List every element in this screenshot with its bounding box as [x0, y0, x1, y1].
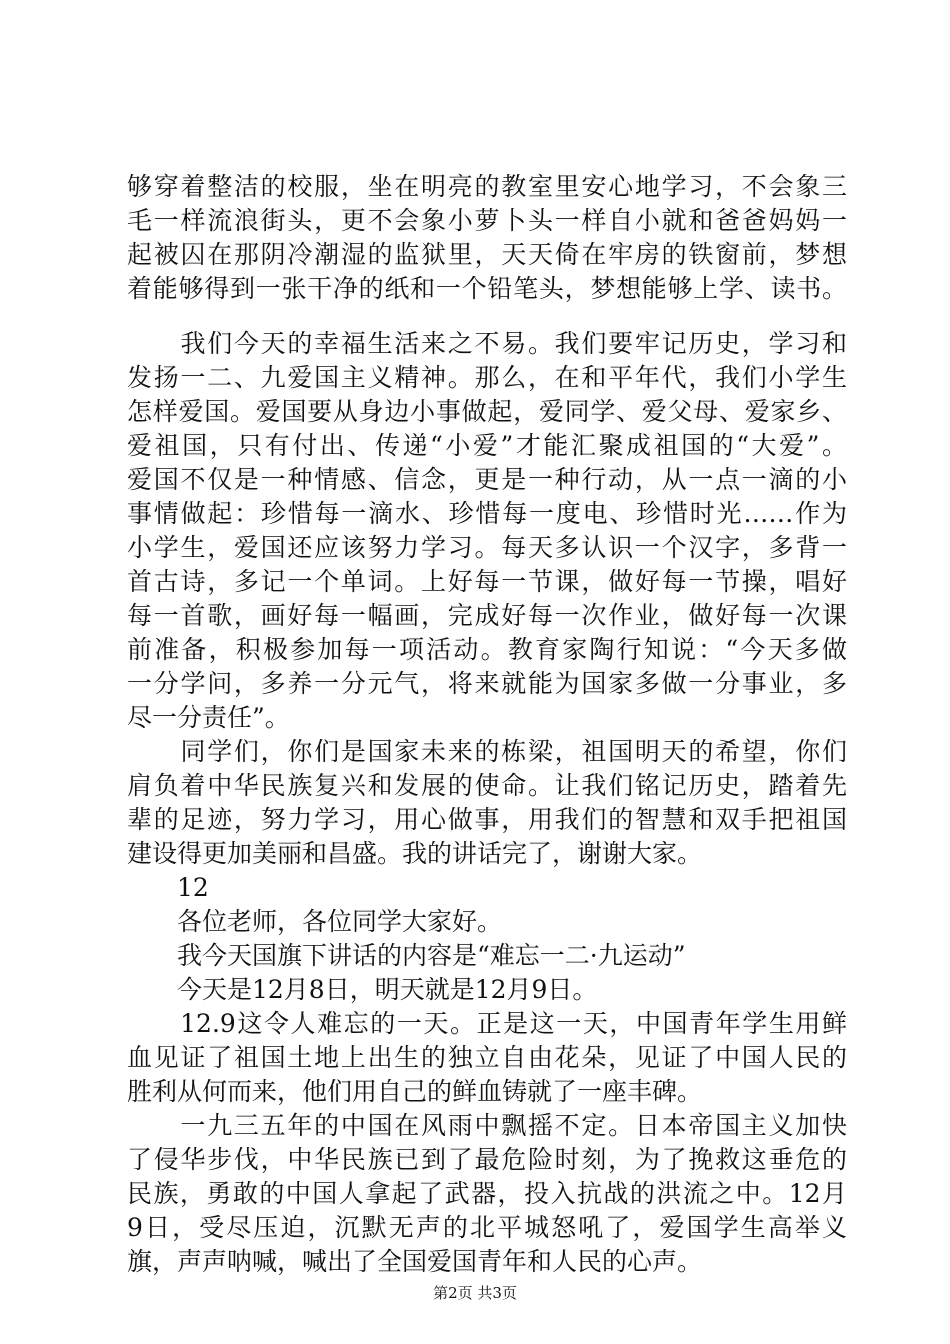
- text-line: 各位老师，各位同学大家好。: [127, 907, 503, 936]
- text-line: 事情做起：珍惜每一滴水、珍惜每一度电、珍惜时光……作为: [127, 499, 847, 528]
- text-line: 每一首歌，画好每一幅画，完成好每一次作业，做好每一次课: [127, 601, 847, 630]
- text-line: 我们今天的幸福生活来之不易。我们要牢记历史，学习和: [127, 329, 847, 358]
- text-line: 够穿着整洁的校服，坐在明亮的教室里安心地学习，不会象三: [127, 172, 847, 201]
- text-line: 旗，声声呐喊，喊出了全国爱国青年和人民的心声。: [127, 1247, 703, 1276]
- text-line: 9日，受尽压迫，沉默无声的北平城怒吼了，爱国学生高举义: [127, 1213, 847, 1242]
- text-line: 怎样爱国。爱国要从身边小事做起，爱同学、爱父母、爱家乡、: [127, 397, 847, 426]
- text-line: 同学们，你们是国家未来的栋梁，祖国明天的希望，你们: [127, 737, 847, 766]
- text-line: 尽一分责任”。: [127, 703, 290, 732]
- text-line: 辈的足迹，努力学习，用心做事，用我们的智慧和双手把祖国: [127, 805, 847, 834]
- text-line: 爱祖国，只有付出、传递“小爱”才能汇聚成祖国的“大爱”。: [127, 431, 847, 460]
- text-line: 了侵华步伐，中华民族已到了最危险时刻，为了挽救这垂危的: [127, 1145, 847, 1174]
- text-line: 前准备，积极参加每一项活动。教育家陶行知说：“今天多做: [127, 635, 847, 664]
- text-line: 12.9这令人难忘的一天。正是这一天，中国青年学生用鲜: [127, 1009, 847, 1038]
- text-line: 肩负着中华民族复兴和发展的使命。让我们铭记历史，踏着先: [127, 771, 847, 800]
- text-line: 爱国不仅是一种情感、信念，更是一种行动，从一点一滴的小: [127, 465, 847, 494]
- page-footer: 第2页 共3页: [433, 1284, 517, 1302]
- text-line: 起被囚在那阴冷潮湿的监狱里，天天倚在牢房的铁窗前，梦想: [127, 240, 847, 269]
- text-line: 发扬一二、九爱国主义精神。那么，在和平年代，我们小学生: [127, 363, 847, 392]
- text-line: 胜利从何而来，他们用自己的鲜血铸就了一座丰碑。: [127, 1077, 703, 1106]
- text-line: 着能够得到一张干净的纸和一个铅笔头，梦想能够上学、读书。: [127, 274, 847, 303]
- text-line: 民族，勇敢的中国人拿起了武器，投入抗战的洪流之中。12月: [127, 1179, 847, 1208]
- text-line: 血见证了祖国土地上出生的独立自由花朵，见证了中国人民的: [127, 1043, 847, 1072]
- text-line: 今天是12月8日，明天就是12月9日。: [127, 975, 598, 1004]
- text-line: 我今天国旗下讲话的内容是“难忘一二·九运动”: [127, 941, 686, 970]
- text-line: 一九三五年的中国在风雨中飘摇不定。日本帝国主义加快: [127, 1111, 847, 1140]
- text-line: 毛一样流浪街头，更不会象小萝卜头一样自小就和爸爸妈妈一: [127, 206, 847, 235]
- text-line: 12: [127, 873, 209, 902]
- text-line: 一分学问，多养一分元气，将来就能为国家多做一分事业，多: [127, 669, 847, 698]
- text-line: 建设得更加美丽和昌盛。我的讲话完了，谢谢大家。: [127, 839, 703, 868]
- text-line: 小学生，爱国还应该努力学习。每天多认识一个汉字，多背一: [127, 533, 847, 562]
- text-line: 首古诗，多记一个单词。上好每一节课，做好每一节操，唱好: [127, 567, 847, 596]
